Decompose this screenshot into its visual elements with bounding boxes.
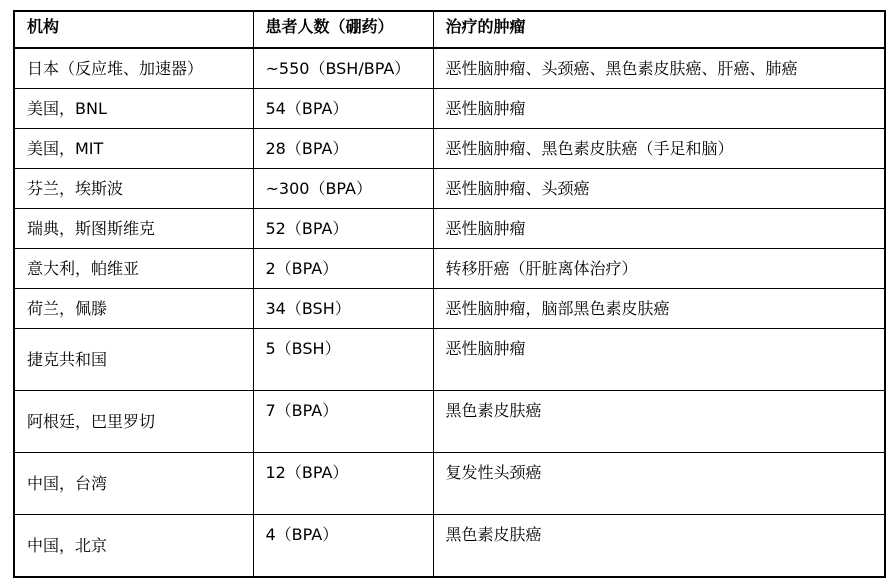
table-row [14, 329, 885, 391]
cell-patient-count: 12（BPA） [253, 453, 433, 515]
table-row [14, 249, 885, 289]
cell-patient-count: 5（BSH） [253, 329, 433, 391]
cell-patient-count: 52（BPA） [253, 209, 433, 249]
table-row [14, 515, 885, 578]
table-row [14, 48, 885, 89]
cell-institution: 瑞典，斯图斯维克 [14, 209, 253, 249]
cell-treated-tumors: 恶性脑肿瘤、黑色素皮肤癌（手足和脑） [433, 129, 885, 169]
table-row [14, 129, 885, 169]
cell-institution: 中国，台湾 [14, 453, 253, 515]
cell-institution: 阿根廷，巴里罗切 [14, 391, 253, 453]
cell-patient-count: 7（BPA） [253, 391, 433, 453]
cell-patient-count: 28（BPA） [253, 129, 433, 169]
cell-treated-tumors: 恶性脑肿瘤 [433, 89, 885, 129]
cell-institution: 意大利，帕维亚 [14, 249, 253, 289]
cell-patient-count: 2（BPA） [253, 249, 433, 289]
cell-institution: 荷兰，佩滕 [14, 289, 253, 329]
cell-patient-count: ~300（BPA） [253, 169, 433, 209]
bnct-clinical-table-container [13, 10, 884, 578]
cell-institution: 美国，BNL [14, 89, 253, 129]
cell-institution: 日本（反应堆、加速器） [14, 48, 253, 89]
header-row [14, 11, 885, 48]
bnct-clinical-table [13, 10, 886, 578]
cell-treated-tumors: 转移肝癌（肝脏离体治疗） [433, 249, 885, 289]
cell-patient-count: 4（BPA） [253, 515, 433, 578]
table-row [14, 169, 885, 209]
table-row [14, 289, 885, 329]
cell-treated-tumors: 恶性脑肿瘤 [433, 209, 885, 249]
header-patient-count: 患者人数（硼药） [253, 11, 433, 48]
cell-institution: 美国，MIT [14, 129, 253, 169]
cell-patient-count: ~550（BSH/BPA） [253, 48, 433, 89]
table-body [14, 48, 885, 577]
cell-treated-tumors: 复发性头颈癌 [433, 453, 885, 515]
cell-treated-tumors: 黑色素皮肤癌 [433, 391, 885, 453]
table-header [14, 11, 885, 48]
cell-institution: 捷克共和国 [14, 329, 253, 391]
cell-treated-tumors: 恶性脑肿瘤、头颈癌 [433, 169, 885, 209]
cell-treated-tumors: 恶性脑肿瘤、头颈癌、黑色素皮肤癌、肝癌、肺癌 [433, 48, 885, 89]
cell-institution: 芬兰，埃斯波 [14, 169, 253, 209]
table-row [14, 209, 885, 249]
table-row [14, 89, 885, 129]
cell-institution: 中国，北京 [14, 515, 253, 578]
table-row [14, 391, 885, 453]
cell-treated-tumors: 黑色素皮肤癌 [433, 515, 885, 578]
cell-treated-tumors: 恶性脑肿瘤 [433, 329, 885, 391]
cell-patient-count: 54（BPA） [253, 89, 433, 129]
header-treated-tumors: 治疗的肿瘤 [433, 11, 885, 48]
cell-treated-tumors: 恶性脑肿瘤，脑部黑色素皮肤癌 [433, 289, 885, 329]
cell-patient-count: 34（BSH） [253, 289, 433, 329]
table-row [14, 453, 885, 515]
header-institution: 机构 [14, 11, 253, 48]
